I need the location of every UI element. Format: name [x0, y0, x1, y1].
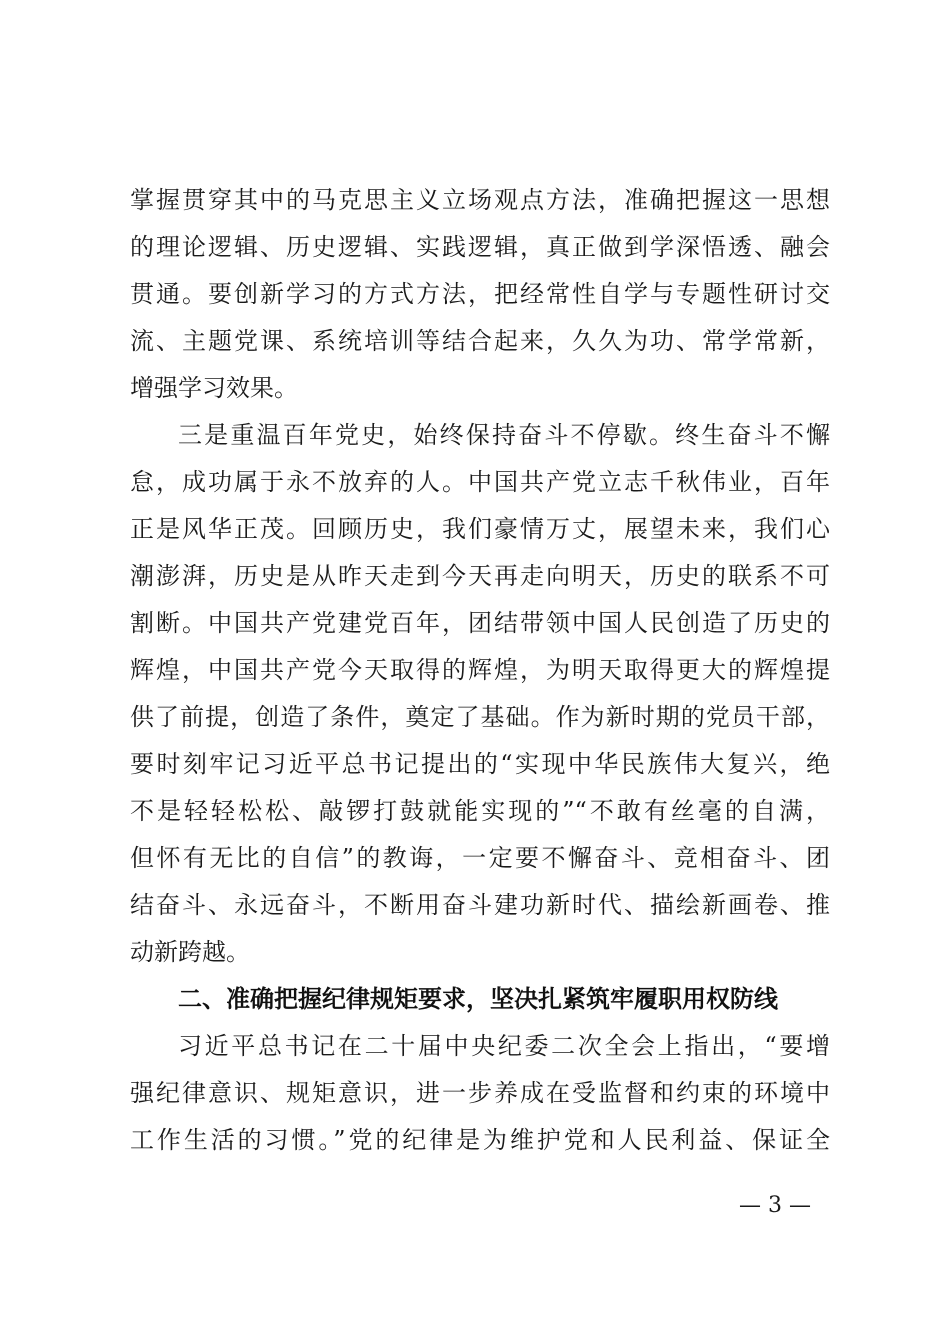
paragraph-line: 掌握贯穿其中的马克思主义立场观点方法，准确把握这一思想	[130, 186, 830, 214]
section-heading: 二、准确把握纪律规矩要求，坚决扎紧筑牢履职用权防线	[178, 985, 778, 1013]
paragraph-line: 辉煌，中国共产党今天取得的辉煌，为明天取得更大的辉煌提	[130, 656, 830, 684]
paragraph-line: 结奋斗、永远奋斗，不断用奋斗建功新时代、描绘新画卷、推	[130, 891, 830, 919]
paragraph-line: 割断。中国共产党建党百年，团结带领中国人民创造了历史的	[130, 609, 830, 637]
paragraph-line: 正是风华正茂。回顾历史，我们豪情万丈，展望未来，我们心	[130, 515, 830, 543]
paragraph-line: 三是重温百年党史，始终保持奋斗不停歇。终生奋斗不懈	[178, 421, 830, 449]
paragraph-line: 潮澎湃，历史是从昨天走到今天再走向明天，历史的联系不可	[130, 562, 830, 590]
paragraph-line: 的理论逻辑、历史逻辑、实践逻辑，真正做到学深悟透、融会	[130, 233, 830, 261]
paragraph-line: 但怀有无比的自信”的教诲，一定要不懈奋斗、竞相奋斗、团	[130, 844, 830, 872]
paragraph-line: 工作生活的习惯。”党的纪律是为维护党和人民利益、保证全	[130, 1126, 830, 1154]
paragraph-line: 流、主题党课、系统培训等结合起来，久久为功、常学常新，	[130, 327, 830, 355]
page-number: — 3 —	[739, 1193, 811, 1218]
paragraph-line: 不是轻轻松松、敲锣打鼓就能实现的”“不敢有丝毫的自满，	[130, 797, 830, 825]
paragraph-line: 要时刻牢记习近平总书记提出的“实现中华民族伟大复兴，绝	[130, 750, 830, 778]
paragraph-line: 怠，成功属于永不放弃的人。中国共产党立志千秋伟业，百年	[130, 468, 830, 496]
paragraph-line: 动新跨越。	[130, 938, 250, 966]
paragraph-line: 强纪律意识、规矩意识，进一步养成在受监督和约束的环境中	[130, 1079, 830, 1107]
paragraph-line: 习近平总书记在二十届中央纪委二次全会上指出，“要增	[178, 1032, 830, 1060]
paragraph-line: 增强学习效果。	[130, 374, 298, 402]
paragraph-line: 贯通。要创新学习的方式方法，把经常性自学与专题性研讨交	[130, 280, 830, 308]
paragraph-line: 供了前提，创造了条件，奠定了基础。作为新时期的党员干部，	[130, 703, 830, 731]
